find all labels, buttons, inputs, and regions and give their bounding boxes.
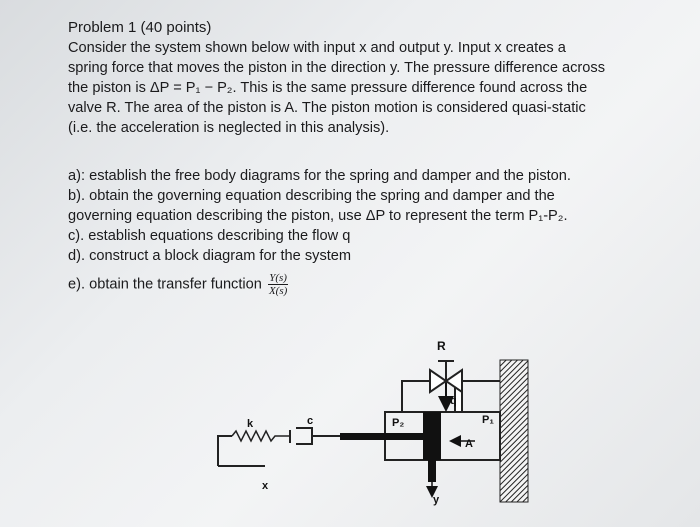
intro-line-4: valve R. The area of the piston is A. The piston motion is considered quasi-static [68,100,586,116]
task-b-line-2: governing equation describing the piston, use ΔP to represent the term P₁-P₂. [68,208,568,224]
label-k: k [247,418,254,430]
piston-rod [340,433,424,440]
label-x: x [262,480,269,492]
task-b-line-1: b). obtain the governing equation describing the spring and damper and the [68,188,555,204]
intro-line-3: the piston is ΔP = P₁ − P₂. This is the same pressure difference found across the [68,80,588,96]
transfer-denominator: X(s) [268,285,288,297]
transfer-numerator: Y(s) [269,272,287,284]
label-P1: P₁ [482,414,494,426]
valve-left-triangle [430,370,446,392]
label-A: A [465,438,473,450]
intro-line-2: spring force that moves the piston in the direction y. The pressure difference across [68,60,606,76]
input-base [218,436,232,466]
label-c: c [307,415,314,427]
task-d: d). construct a block diagram for the system [68,248,352,264]
intro-line-5: (i.e. the acceleration is neglected in this analysis). [68,120,390,136]
piston [423,412,441,460]
intro-line-1: Consider the system shown below with input x and output y. Input x creates a [68,40,566,56]
task-e-label: e). obtain the transfer function [68,276,262,293]
fixed-wall [500,360,528,502]
label-q: q [450,395,457,407]
label-P2: P₂ [392,417,405,429]
spring [232,431,290,441]
task-a: a): establish the free body diagrams for the spring and damper and the piston. [68,168,571,184]
label-y: y [433,494,440,506]
problem-title: Problem 1 (40 points) [68,19,212,36]
task-c: c). establish equations describing the flow q [68,228,351,244]
label-R: R [437,339,446,353]
damper-cylinder [296,428,312,444]
